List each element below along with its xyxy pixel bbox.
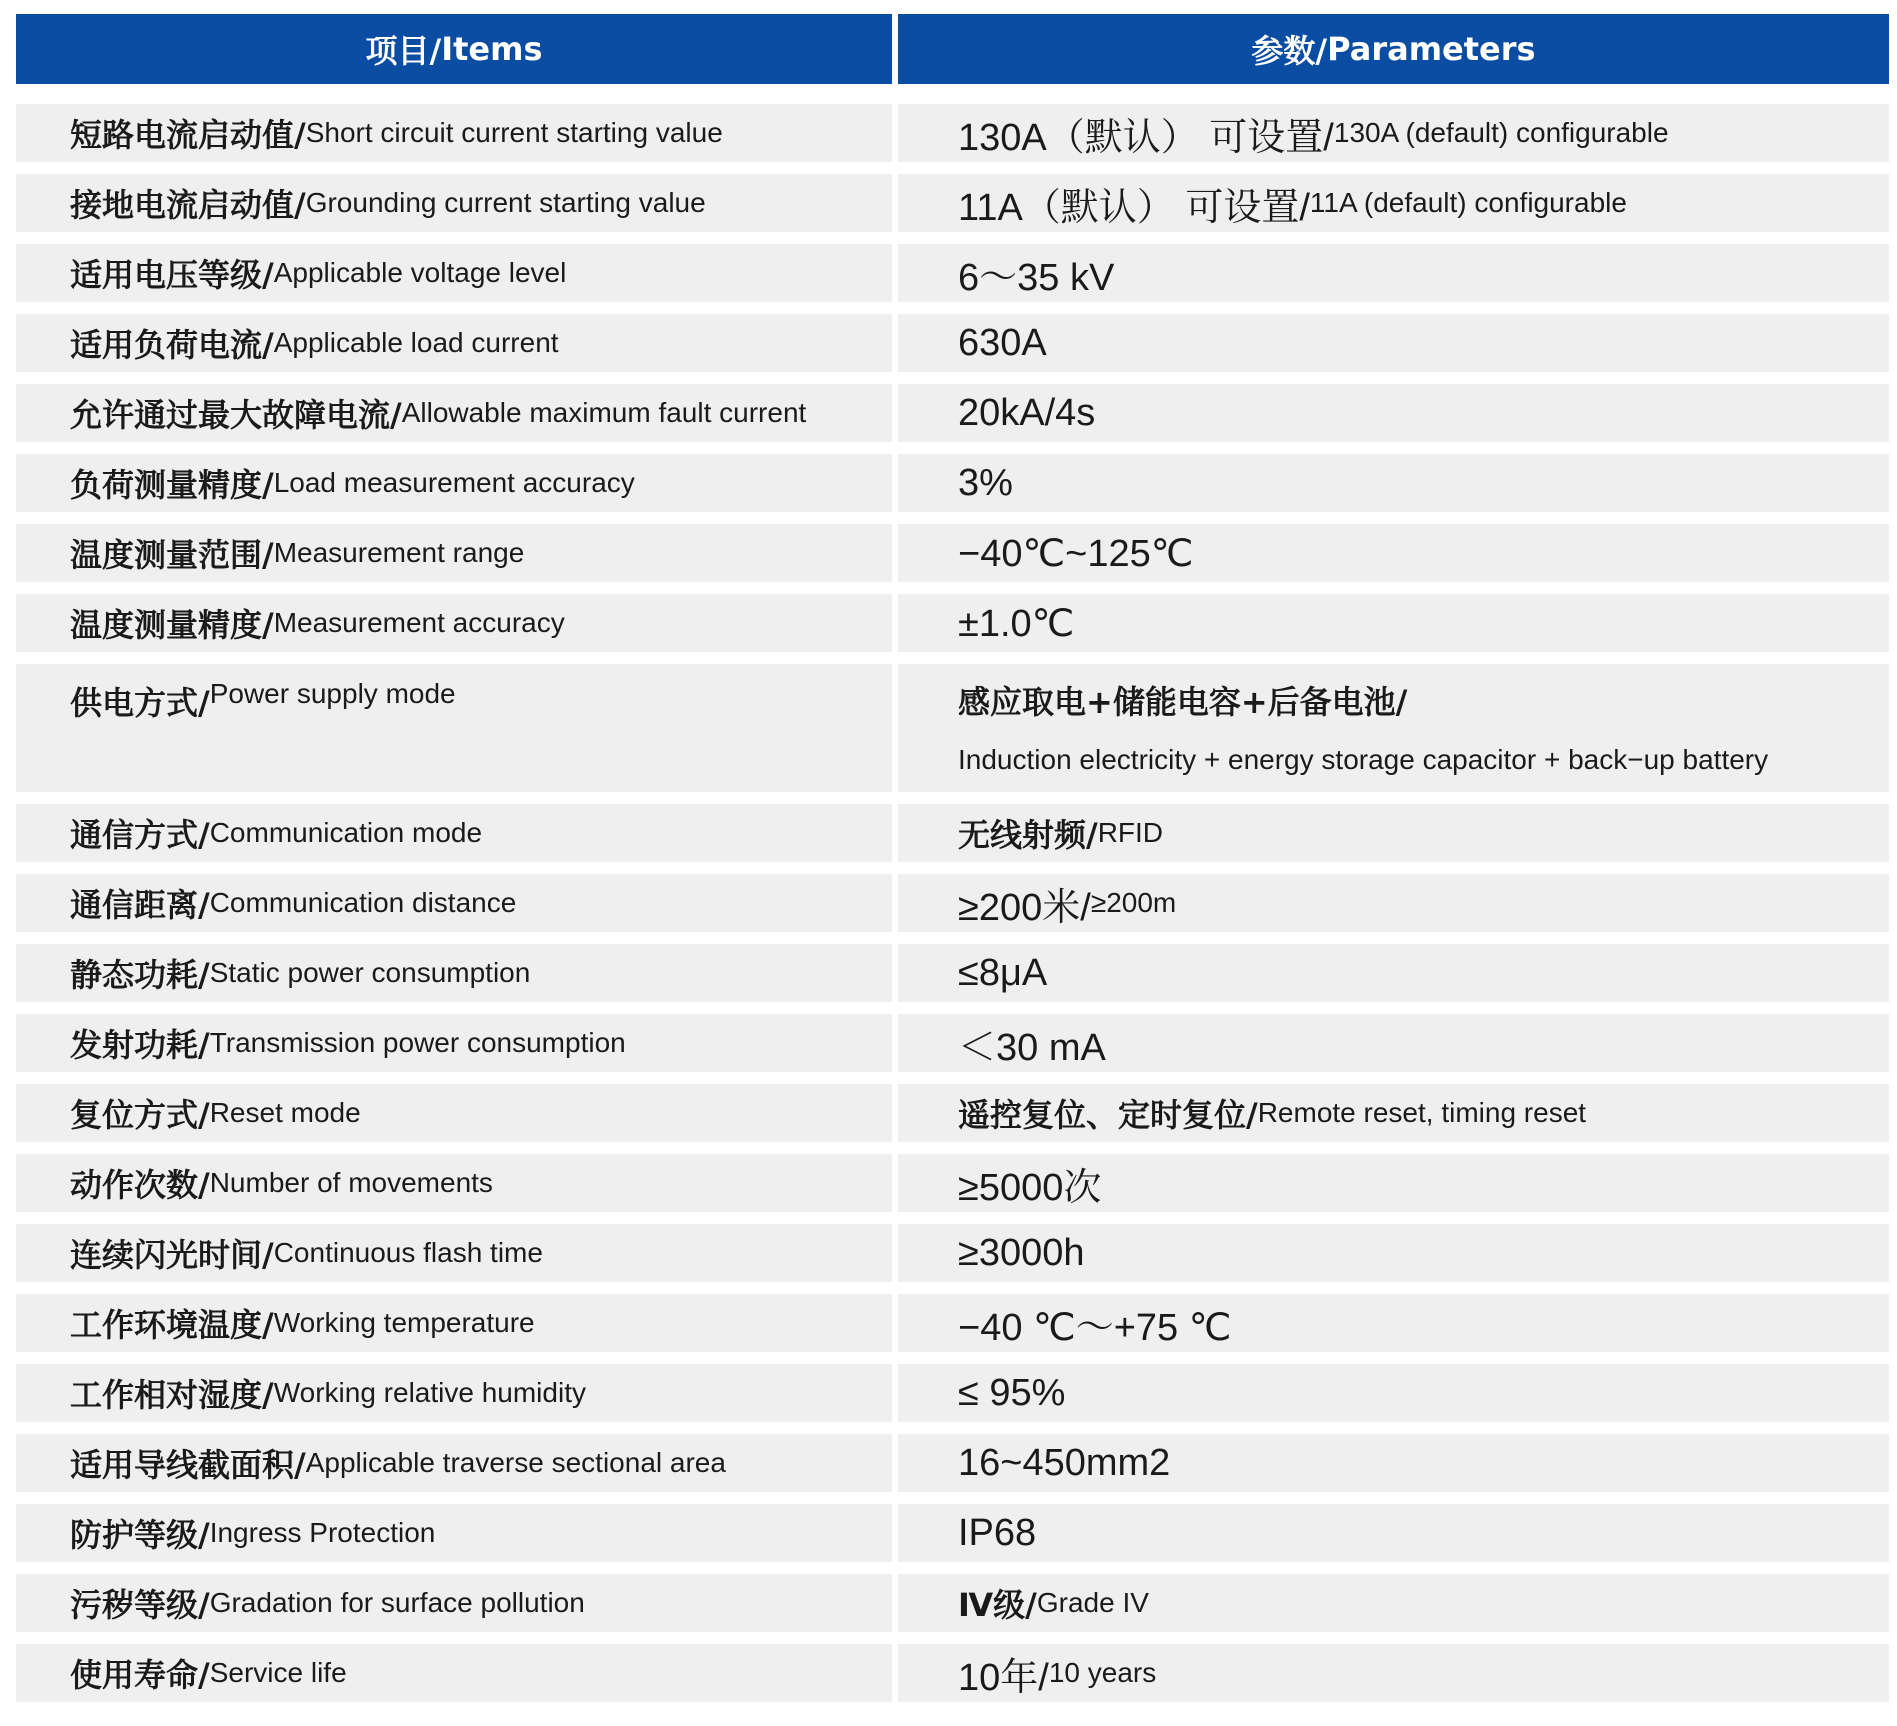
table-row — [16, 524, 1889, 582]
value-cell — [898, 874, 1889, 932]
item-label-en: Communication mode — [209, 817, 483, 848]
value-en: ≥200m — [1090, 887, 1177, 918]
item-label-zh: 适用负荷电流/ — [70, 326, 274, 364]
item-label-zh: 发射功耗/ — [70, 1026, 210, 1064]
item-cell — [16, 944, 892, 1002]
value-main: 20kA/4s — [958, 391, 1096, 434]
value-main: ≤ 95% — [958, 1371, 1066, 1414]
item-cell — [16, 1574, 892, 1632]
spec-table — [16, 14, 1889, 1714]
item-cell — [16, 244, 892, 302]
value-main: 6～35 kV — [958, 256, 1115, 299]
item-label-zh: 温度测量范围/ — [70, 536, 274, 574]
value-main: 遥控复位、定时复位/ — [958, 1096, 1258, 1134]
item-cell — [16, 1504, 892, 1562]
item-cell — [16, 1364, 892, 1422]
item-cell — [16, 454, 892, 512]
value-main: 无线射频/ — [958, 816, 1098, 854]
item-label-zh: 动作次数/ — [70, 1166, 210, 1204]
item-cell — [16, 1224, 892, 1282]
item-label-zh: 工作相对湿度/ — [70, 1376, 274, 1414]
value-en: 10 years — [1048, 1657, 1157, 1688]
item-label-zh: 复位方式/ — [70, 1096, 210, 1134]
value-cell — [898, 524, 1889, 582]
value-main: ≥200米/ — [958, 886, 1091, 929]
value-cell — [898, 1644, 1889, 1702]
header-parameters-en: Parameters — [1327, 30, 1536, 68]
item-label-zh: 适用电压等级/ — [70, 256, 274, 294]
value-cell — [898, 1224, 1889, 1282]
item-cell — [16, 314, 892, 372]
item-cell — [16, 1084, 892, 1142]
value-main: −40 ℃～+75 ℃ — [958, 1306, 1232, 1349]
value-en: RFID — [1097, 817, 1164, 848]
table-row — [16, 1574, 1889, 1632]
value-main: 630A — [958, 321, 1047, 364]
item-cell — [16, 1434, 892, 1492]
item-label-zh: 静态功耗/ — [70, 956, 210, 994]
value-en: Induction electricity + energy storage capacitor + back−up battery — [958, 744, 1769, 775]
value-cell — [898, 804, 1889, 862]
item-label-zh: 负荷测量精度/ — [70, 466, 274, 504]
value-main: IP68 — [958, 1511, 1037, 1554]
item-cell — [16, 1644, 892, 1702]
value-main: ＜30 mA — [958, 1026, 1106, 1069]
item-label-zh: 连续闪光时间/ — [70, 1236, 274, 1274]
table-row — [16, 594, 1889, 652]
header-parameters — [898, 14, 1889, 84]
value-cell — [898, 1014, 1889, 1072]
item-cell — [16, 1294, 892, 1352]
table-row — [16, 944, 1889, 1002]
value-cell — [898, 174, 1889, 232]
item-label-zh: 通信距离/ — [70, 886, 210, 924]
value-main: ≥3000h — [958, 1231, 1085, 1274]
value-main: 3% — [958, 461, 1013, 504]
value-cell — [898, 1364, 1889, 1422]
value-main: 10年/ — [958, 1656, 1049, 1699]
table-row — [16, 1644, 1889, 1702]
value-cell — [898, 384, 1889, 442]
table-row — [16, 1364, 1889, 1422]
table-row — [16, 804, 1889, 862]
table-row — [16, 874, 1889, 932]
value-main: −40℃~125℃ — [958, 532, 1194, 575]
table-row — [16, 104, 1889, 162]
item-cell — [16, 1014, 892, 1072]
value-en: 11A (default) configurable — [1309, 187, 1627, 218]
item-label-en: Static power consumption — [209, 957, 531, 988]
item-label-en: Working temperature — [273, 1307, 535, 1338]
value-cell — [898, 1294, 1889, 1352]
value-cell — [898, 104, 1889, 162]
value-cell — [898, 454, 1889, 512]
value-cell — [898, 1574, 1889, 1632]
header-items — [16, 14, 892, 84]
value-en: Remote reset, timing reset — [1257, 1097, 1587, 1128]
item-label-zh: 接地电流启动值/ — [70, 186, 306, 224]
value-en: Grade IV — [1036, 1587, 1149, 1618]
item-label-zh: 温度测量精度/ — [70, 606, 274, 644]
value-main: ≤8μA — [958, 951, 1048, 994]
table-row — [16, 1294, 1889, 1352]
item-label-zh: 污秽等级/ — [70, 1586, 210, 1624]
value-cell — [898, 244, 1889, 302]
value-main: ≥5000次 — [958, 1166, 1102, 1209]
item-cell — [16, 874, 892, 932]
header-items-zh: 项目/ — [365, 32, 442, 70]
item-label-en: Applicable traverse sectional area — [305, 1447, 726, 1478]
value-main: ±1.0℃ — [958, 602, 1075, 645]
item-cell — [16, 1154, 892, 1212]
item-label-zh: 允许通过最大故障电流/ — [70, 396, 402, 434]
value-cell — [898, 1504, 1889, 1562]
item-label-en: Load measurement accuracy — [273, 467, 635, 498]
table-row — [16, 384, 1889, 442]
item-label-zh: 适用导线截面积/ — [70, 1446, 306, 1484]
item-label-zh: 防护等级/ — [70, 1516, 210, 1554]
item-label-zh: 短路电流启动值/ — [70, 116, 306, 154]
item-label-en: Applicable load current — [273, 327, 559, 358]
item-label-en: Short circuit current starting value — [305, 117, 723, 148]
value-cell — [898, 1084, 1889, 1142]
item-label-zh: 供电方式/ — [70, 684, 210, 722]
value-main: Ⅳ级/ — [958, 1586, 1037, 1624]
table-body — [16, 104, 1889, 1702]
table-row — [16, 1084, 1889, 1142]
item-cell — [16, 104, 892, 162]
value-main: 130A（默认） 可设置/ — [958, 116, 1334, 159]
item-label-zh: 使用寿命/ — [70, 1656, 210, 1694]
item-label-en: Grounding current starting value — [305, 187, 706, 218]
item-label-zh: 通信方式/ — [70, 816, 210, 854]
item-label-en: Applicable voltage level — [273, 257, 567, 288]
item-label-en: Measurement accuracy — [273, 607, 565, 638]
item-label-en: Power supply mode — [209, 678, 456, 709]
item-label-zh: 工作环境温度/ — [70, 1306, 274, 1344]
table-header — [16, 14, 1889, 84]
value-cell — [898, 944, 1889, 1002]
value-en: 130A (default) configurable — [1333, 117, 1669, 148]
item-label-en: Transmission power consumption — [209, 1027, 626, 1058]
value-cell — [898, 1154, 1889, 1212]
table-row — [16, 244, 1889, 302]
table-row — [16, 1154, 1889, 1212]
value-cell — [898, 594, 1889, 652]
item-cell — [16, 594, 892, 652]
item-label-en: Measurement range — [273, 537, 525, 568]
item-label-en: Ingress Protection — [209, 1517, 436, 1548]
item-label-en: Continuous flash time — [273, 1237, 543, 1268]
value-cell — [898, 664, 1889, 792]
item-cell — [16, 174, 892, 232]
item-label-en: Number of movements — [209, 1167, 493, 1198]
table-row — [16, 1224, 1889, 1282]
header-items-en: Items — [441, 30, 543, 68]
item-cell — [16, 524, 892, 582]
item-label-en: Service life — [209, 1657, 347, 1688]
item-label-en: Working relative humidity — [273, 1377, 586, 1408]
table-row — [16, 1504, 1889, 1562]
header-parameters-zh: 参数/ — [1251, 32, 1328, 70]
table-row — [16, 314, 1889, 372]
item-label-en: Allowable maximum fault current — [401, 397, 807, 428]
item-label-en: Gradation for surface pollution — [209, 1587, 585, 1618]
item-cell — [16, 664, 892, 792]
item-cell — [16, 384, 892, 442]
value-cell — [898, 1434, 1889, 1492]
value-main: 16~450mm2 — [958, 1441, 1171, 1484]
item-label-en: Reset mode — [209, 1097, 361, 1128]
value-main: 感应取电+储能电容+后备电池/ — [958, 683, 1408, 721]
table-row — [16, 1434, 1889, 1492]
table-row — [16, 664, 1889, 792]
value-cell — [898, 314, 1889, 372]
table-row — [16, 1014, 1889, 1072]
value-main: 11A（默认） 可设置/ — [958, 186, 1310, 229]
item-label-en: Communication distance — [209, 887, 517, 918]
table-row — [16, 454, 1889, 512]
item-cell — [16, 804, 892, 862]
table-row — [16, 174, 1889, 232]
